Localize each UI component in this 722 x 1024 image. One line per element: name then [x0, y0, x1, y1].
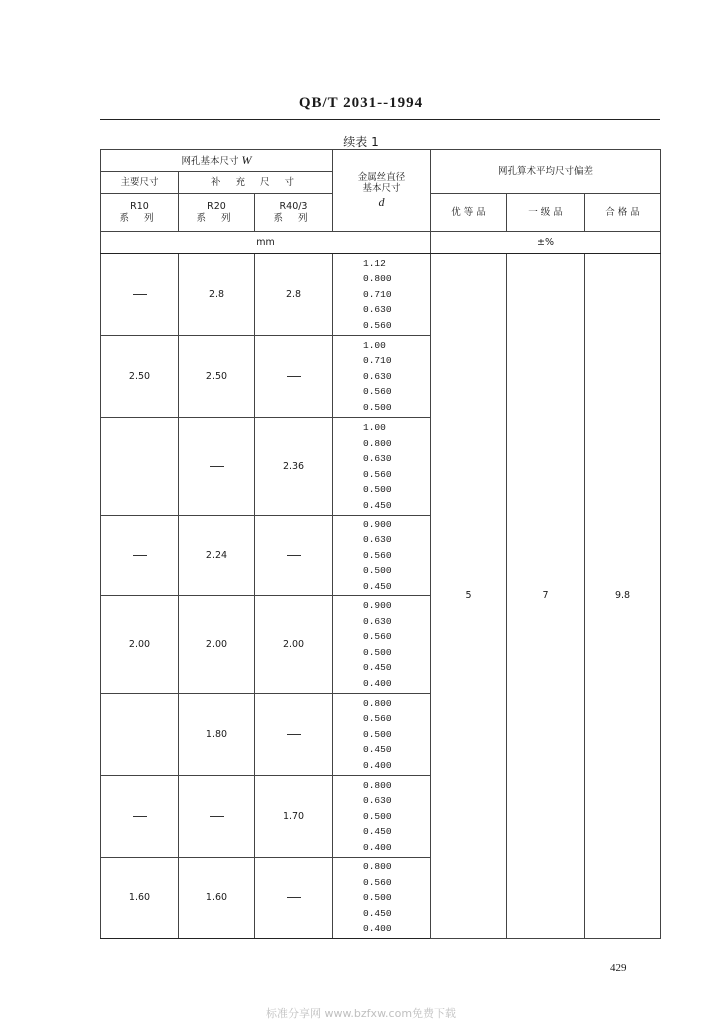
wire-diameter: 0.560 [363, 386, 392, 398]
wire-diameter: 0.450 [363, 907, 392, 919]
r40-value: 2.8 [255, 254, 333, 336]
wire-diameter: 0.800 [363, 861, 392, 873]
wire-diameter: 0.560 [363, 319, 392, 331]
wire-diameter: 0.900 [363, 518, 392, 530]
series-label: 系 列 [273, 212, 314, 224]
r20-value: 1.80 [179, 694, 255, 776]
r10-value [101, 776, 179, 858]
r20-value: 2.8 [179, 254, 255, 336]
r20-value: 2.24 [179, 516, 255, 596]
r10-label: R10 [130, 201, 149, 213]
wire-diameter: 0.560 [363, 468, 392, 480]
dash-mark [133, 294, 147, 295]
wire-diameter: 0.500 [363, 728, 392, 740]
wire-diameter: 0.630 [363, 534, 392, 546]
wire-diameter-label-2: 基本尺寸 [362, 183, 401, 195]
deviation-superior: 5 [431, 254, 507, 939]
dash-mark [210, 466, 224, 467]
wire-diameter: 0.400 [363, 923, 392, 935]
dash-mark [133, 555, 147, 556]
wire-diameter: 0.800 [363, 697, 392, 709]
r20-label: R20 [207, 201, 226, 213]
dash-mark [133, 816, 147, 817]
r40-value [255, 516, 333, 596]
dash-mark [287, 734, 301, 735]
wire-diameter: 0.800 [363, 437, 392, 449]
wire-diameter: 0.400 [363, 841, 392, 853]
r40-value [255, 336, 333, 418]
wire-diameters [333, 776, 431, 858]
watermark: 标准分享网 www.bzfxw.com免费下载 [265, 1007, 457, 1020]
wire-diameter: 1.00 [363, 422, 386, 433]
wire-diameter: 1.12 [363, 257, 386, 269]
wire-diameter-symbol: d [378, 194, 385, 209]
r40-value [255, 694, 333, 776]
deviation-qualified: 9.8 [585, 254, 661, 939]
aperture-symbol: W [241, 153, 252, 168]
wire-diameter: 0.560 [363, 713, 392, 725]
deviation-group-header: 网孔算术平均尺寸偏差 [431, 150, 661, 194]
wire-diameter: 0.500 [363, 646, 392, 658]
wire-diameter: 0.500 [363, 892, 392, 904]
dash-mark [210, 816, 224, 817]
supplementary-size-header: 补 充 尺 寸 [179, 172, 333, 194]
r10-value: 1.60 [101, 858, 179, 939]
wire-diameter: 0.630 [363, 370, 392, 382]
wire-diameter: 0.450 [363, 499, 392, 511]
r20-value: 2.00 [179, 596, 255, 694]
r10-value [101, 418, 179, 516]
wire-diameters [333, 418, 431, 516]
aperture-group-header [101, 150, 333, 172]
standard-number: QB/T 2031--1994 [298, 95, 424, 111]
deviation-first: 7 [507, 254, 585, 939]
wire-diameter: 0.800 [363, 779, 392, 791]
r10-value: 2.00 [101, 596, 179, 694]
wire-diameters [333, 858, 431, 939]
table-caption: 续表 1 [343, 135, 379, 149]
wire-diameter: 0.450 [363, 826, 392, 838]
wire-diameter: 0.400 [363, 759, 392, 771]
wire-diameter: 0.500 [363, 565, 392, 577]
wire-diameter: 0.630 [363, 453, 392, 464]
dash-mark [287, 376, 301, 377]
wire-diameters [333, 516, 431, 596]
aperture-group-text: 网孔基本尺寸 [181, 156, 239, 168]
r40-series-header [255, 194, 333, 232]
grade-first-header: 一 级 品 [507, 194, 585, 232]
r10-value [101, 694, 179, 776]
page-number: 429 [610, 962, 627, 974]
sieve-table [100, 149, 661, 939]
r20-value: 2.50 [179, 336, 255, 418]
r10-value: 2.50 [101, 336, 179, 418]
table-row [101, 254, 661, 336]
r40-value: 1.70 [255, 776, 333, 858]
grade-qualified-header: 合 格 品 [585, 194, 661, 232]
wire-diameters [333, 254, 431, 336]
wire-diameters [333, 694, 431, 776]
wire-diameter-label-1: 金属丝直径 [357, 171, 406, 183]
dash-mark [287, 897, 301, 898]
wire-diameter: 0.710 [363, 288, 392, 300]
wire-diameter: 0.560 [363, 876, 392, 888]
wire-diameter: 0.560 [363, 549, 392, 561]
wire-diameter: 0.900 [363, 600, 392, 611]
wire-diameter: 0.630 [363, 615, 392, 627]
wire-diameter: 0.800 [363, 273, 392, 285]
wire-diameter: 0.500 [363, 484, 392, 495]
wire-diameter: 0.400 [363, 677, 392, 689]
wire-diameter: 0.630 [363, 795, 392, 807]
r20-value [179, 776, 255, 858]
r10-value [101, 516, 179, 596]
wire-diameter: 0.450 [363, 662, 392, 673]
series-label: 系 列 [119, 212, 160, 224]
top-rule [100, 119, 660, 120]
r40-value: 2.36 [255, 418, 333, 516]
r10-value [101, 254, 179, 336]
wire-diameter-header [333, 150, 431, 232]
wire-diameter: 0.630 [363, 304, 392, 316]
wire-diameter: 0.500 [363, 401, 392, 413]
dash-mark [287, 555, 301, 556]
r40-value: 2.00 [255, 596, 333, 694]
wire-diameters [333, 596, 431, 694]
r10-series-header [101, 194, 179, 232]
main-size-header: 主要尺寸 [101, 172, 179, 194]
series-label: 系 列 [196, 212, 237, 224]
wire-diameter: 0.560 [363, 631, 392, 642]
wire-diameter: 0.450 [363, 744, 392, 756]
r40-value [255, 858, 333, 939]
unit-mm: mm [101, 232, 431, 254]
wire-diameter: 0.450 [363, 580, 392, 592]
wire-diameter: 0.710 [363, 355, 392, 367]
grade-superior-header: 优 等 品 [431, 194, 507, 232]
wire-diameter: 1.00 [363, 339, 386, 351]
r20-value: 1.60 [179, 858, 255, 939]
wire-diameter: 0.500 [363, 810, 392, 822]
r20-value [179, 418, 255, 516]
unit-percent: ±% [431, 232, 661, 254]
r40-label: R40/3 [279, 201, 308, 213]
r20-series-header [179, 194, 255, 232]
wire-diameters [333, 336, 431, 418]
